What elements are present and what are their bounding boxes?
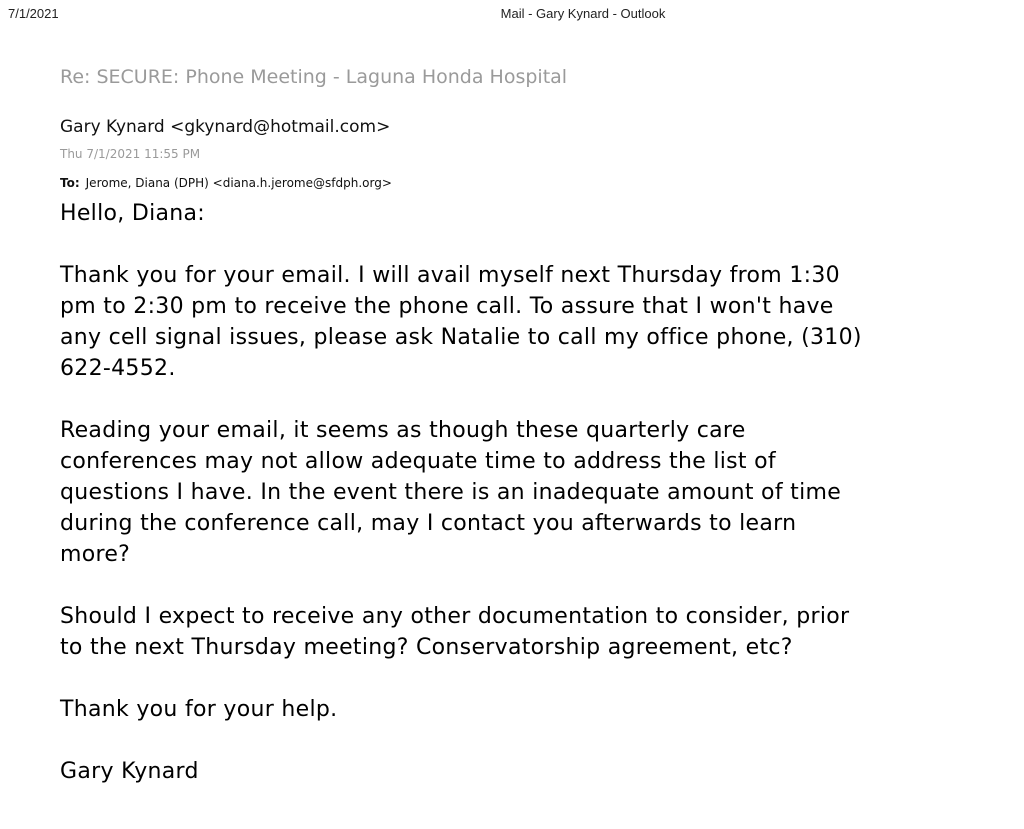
paragraph-3-line: to the next Thursday meeting? Conservatorship agreement, etc? — [60, 635, 793, 660]
signature — [60, 756, 1000, 787]
paragraph-3 — [60, 601, 1000, 663]
paragraph-2-line: questions I have. In the event there is an inadequate amount of time — [60, 480, 842, 505]
paragraph-1-line: Thank you for your email. I will avail myself next Thursday from 1:30 — [60, 263, 840, 288]
paragraph-2-line: conferences may not allow adequate time to address the list of — [60, 449, 776, 474]
greeting-text: Hello, Diana: — [60, 201, 206, 226]
signature-text: Gary Kynard — [60, 759, 199, 784]
paragraph-2 — [60, 415, 1000, 570]
print-title: Mail - Gary Kynard - Outlook — [500, 6, 666, 21]
paragraph-1 — [60, 260, 1000, 384]
email-sent-date: Thu 7/1/2021 11:55 PM — [60, 147, 201, 161]
paragraph-1-line: pm to 2:30 pm to receive the phone call. To assure that I won't have — [60, 294, 834, 319]
paragraph-1-line: 622-4552. — [60, 356, 176, 381]
email-subject: Re: SECURE: Phone Meeting - Laguna Honda Hospital — [60, 66, 568, 88]
paragraph-2-line: more? — [60, 542, 131, 567]
paragraph-1-line: any cell signal issues, please ask Natalie to call my office phone, (310) — [60, 325, 862, 350]
thanks — [60, 694, 1000, 725]
thanks-text: Thank you for your help. — [60, 697, 338, 722]
email-body — [60, 198, 1000, 818]
to-recipient: Jerome, Diana (DPH) <diana.h.jerome@sfdph.org> — [85, 176, 392, 190]
to-label: To: — [60, 176, 80, 190]
greeting — [60, 198, 1000, 229]
print-header — [0, 6, 1024, 24]
paragraph-3-line: Should I expect to receive any other documentation to consider, prior — [60, 604, 850, 629]
email-recipients — [60, 176, 392, 190]
paragraph-2-line: Reading your email, it seems as though these quarterly care — [60, 418, 746, 443]
paragraph-2-line: during the conference call, may I contact you afterwards to learn — [60, 511, 797, 536]
print-date: 7/1/2021 — [8, 6, 59, 21]
email-sender: Gary Kynard <gkynard@hotmail.com> — [60, 117, 391, 137]
